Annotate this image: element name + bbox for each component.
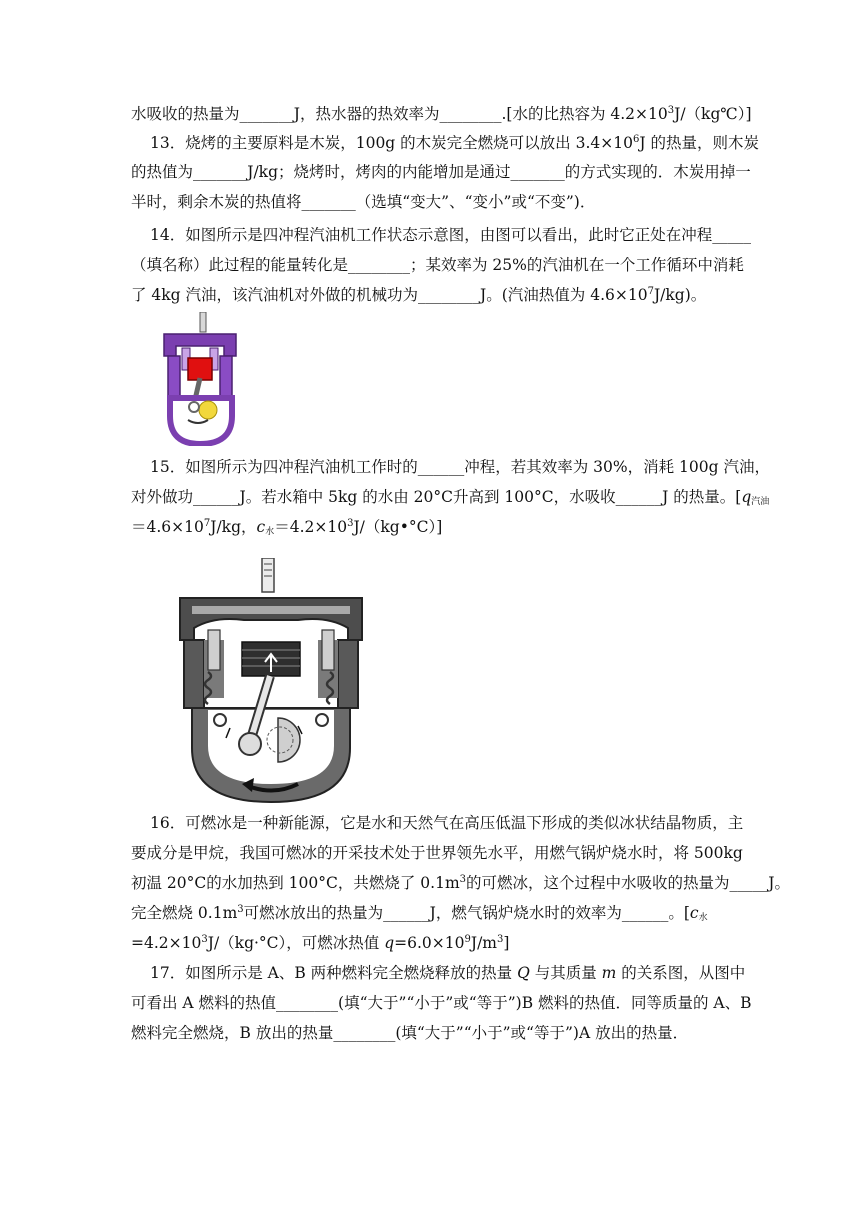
q15-line-3: $=4.6\times 10^7J/kg$，$c_水=4.2\times 10^3J/(kg•^\circ C)$] (131, 518, 443, 537)
q12-tail-line: 水吸收的热量为_______J，热水器的热效率为________.[水的比热容为 $4.2\times 10^3J/(kg℃)$] (131, 105, 752, 123)
q17-line-1: 17．如图所示是 A、B 两种燃料完全燃烧释放的热量 Q 与其质量 m 的关系图，从图中 (150, 964, 746, 982)
q16-line-2: 要成分是甲烷，我国可燃冰的开采技术处于世界领先水平，用燃气锅炉烧水时，将 500kg (131, 844, 743, 862)
q16-line-5: $=4.2\times 10^3J/(kg\cdot^\circ C)$，可燃冰热值 $q=6.0\times 10^9J/m^3$] (131, 934, 510, 952)
q14-line-2: （填名称）此过程的能量转化是________；某效率为 25%的汽油机在一个工作循环中消耗 (131, 256, 744, 274)
q17-line-3: 燃料完全燃烧，B 放出的热量________(填“大于”“小于”或“等于”)A 放出的热量． (131, 1024, 689, 1042)
q13-line-1: 13．烧烤的主要原料是木炭，100g 的木炭完全燃烧可以放出 $3.4\times 10^6J$ 的热量，则木炭 (150, 134, 759, 152)
crank-weight-icon (199, 401, 217, 419)
valve-left-icon (208, 630, 220, 670)
q17-line-2: 可看出 A 燃料的热值________(填“大于”“小于”或“等于”)B 燃料的热值．同等质量的 A、B (131, 994, 752, 1012)
q14-engine-diagram (160, 312, 242, 446)
q16-line-1: 16．可燃冰是一种新能源，它是水和天然气在高压低温下形成的类似冰状结晶物质，主 (150, 814, 744, 832)
valve-right-icon (322, 630, 334, 670)
spark-plug-icon (200, 312, 206, 332)
piston-icon (188, 358, 212, 380)
spark-plug-icon (262, 558, 274, 592)
q15-engine-diagram (178, 558, 364, 804)
q15-line-1: 15．如图所示为四冲程汽油机工作时的______冲程，若其效率为 30%，消耗 100g 汽油， (150, 458, 770, 476)
q13-line-3: 半时，剩余木炭的热值将_______（选填“变大”、“变小”或“不变”)． (131, 193, 596, 211)
cylinder-head-icon (180, 598, 362, 640)
cylinder-head-icon (164, 334, 236, 356)
q14-line-3: 了 4kg 汽油，该汽油机对外做的机械功为________J。(汽油热值为 $4.6\times 10^7J/kg$)。 (131, 286, 707, 304)
q14-line-1: 14．如图所示是四冲程汽油机工作状态示意图，由图可以看出，此时它正处在冲程_____ (150, 226, 751, 244)
q15-line-2: 对外做功______J。若水箱中 5kg 的水由 20°C升高到 100°C，水吸收______J 的热量。[$q_{汽油}$ (131, 488, 770, 507)
q13-line-2: 的热值为_______J/kg；烧烤时，烤肉的内能增加是通过_______的方式实现的．木炭用掉一 (131, 163, 751, 181)
q16-line-3: 初温 20°C的水加热到 100°C，共燃烧了 $0.1m^3$的可燃冰，这个过程中水吸收的热量为_____J。 (131, 874, 791, 892)
q16-line-4: 完全燃烧 $0.1m^3$可燃冰放出的热量为______J，燃气锅炉烧水时的效率为______。[$c_水$ (131, 904, 708, 923)
